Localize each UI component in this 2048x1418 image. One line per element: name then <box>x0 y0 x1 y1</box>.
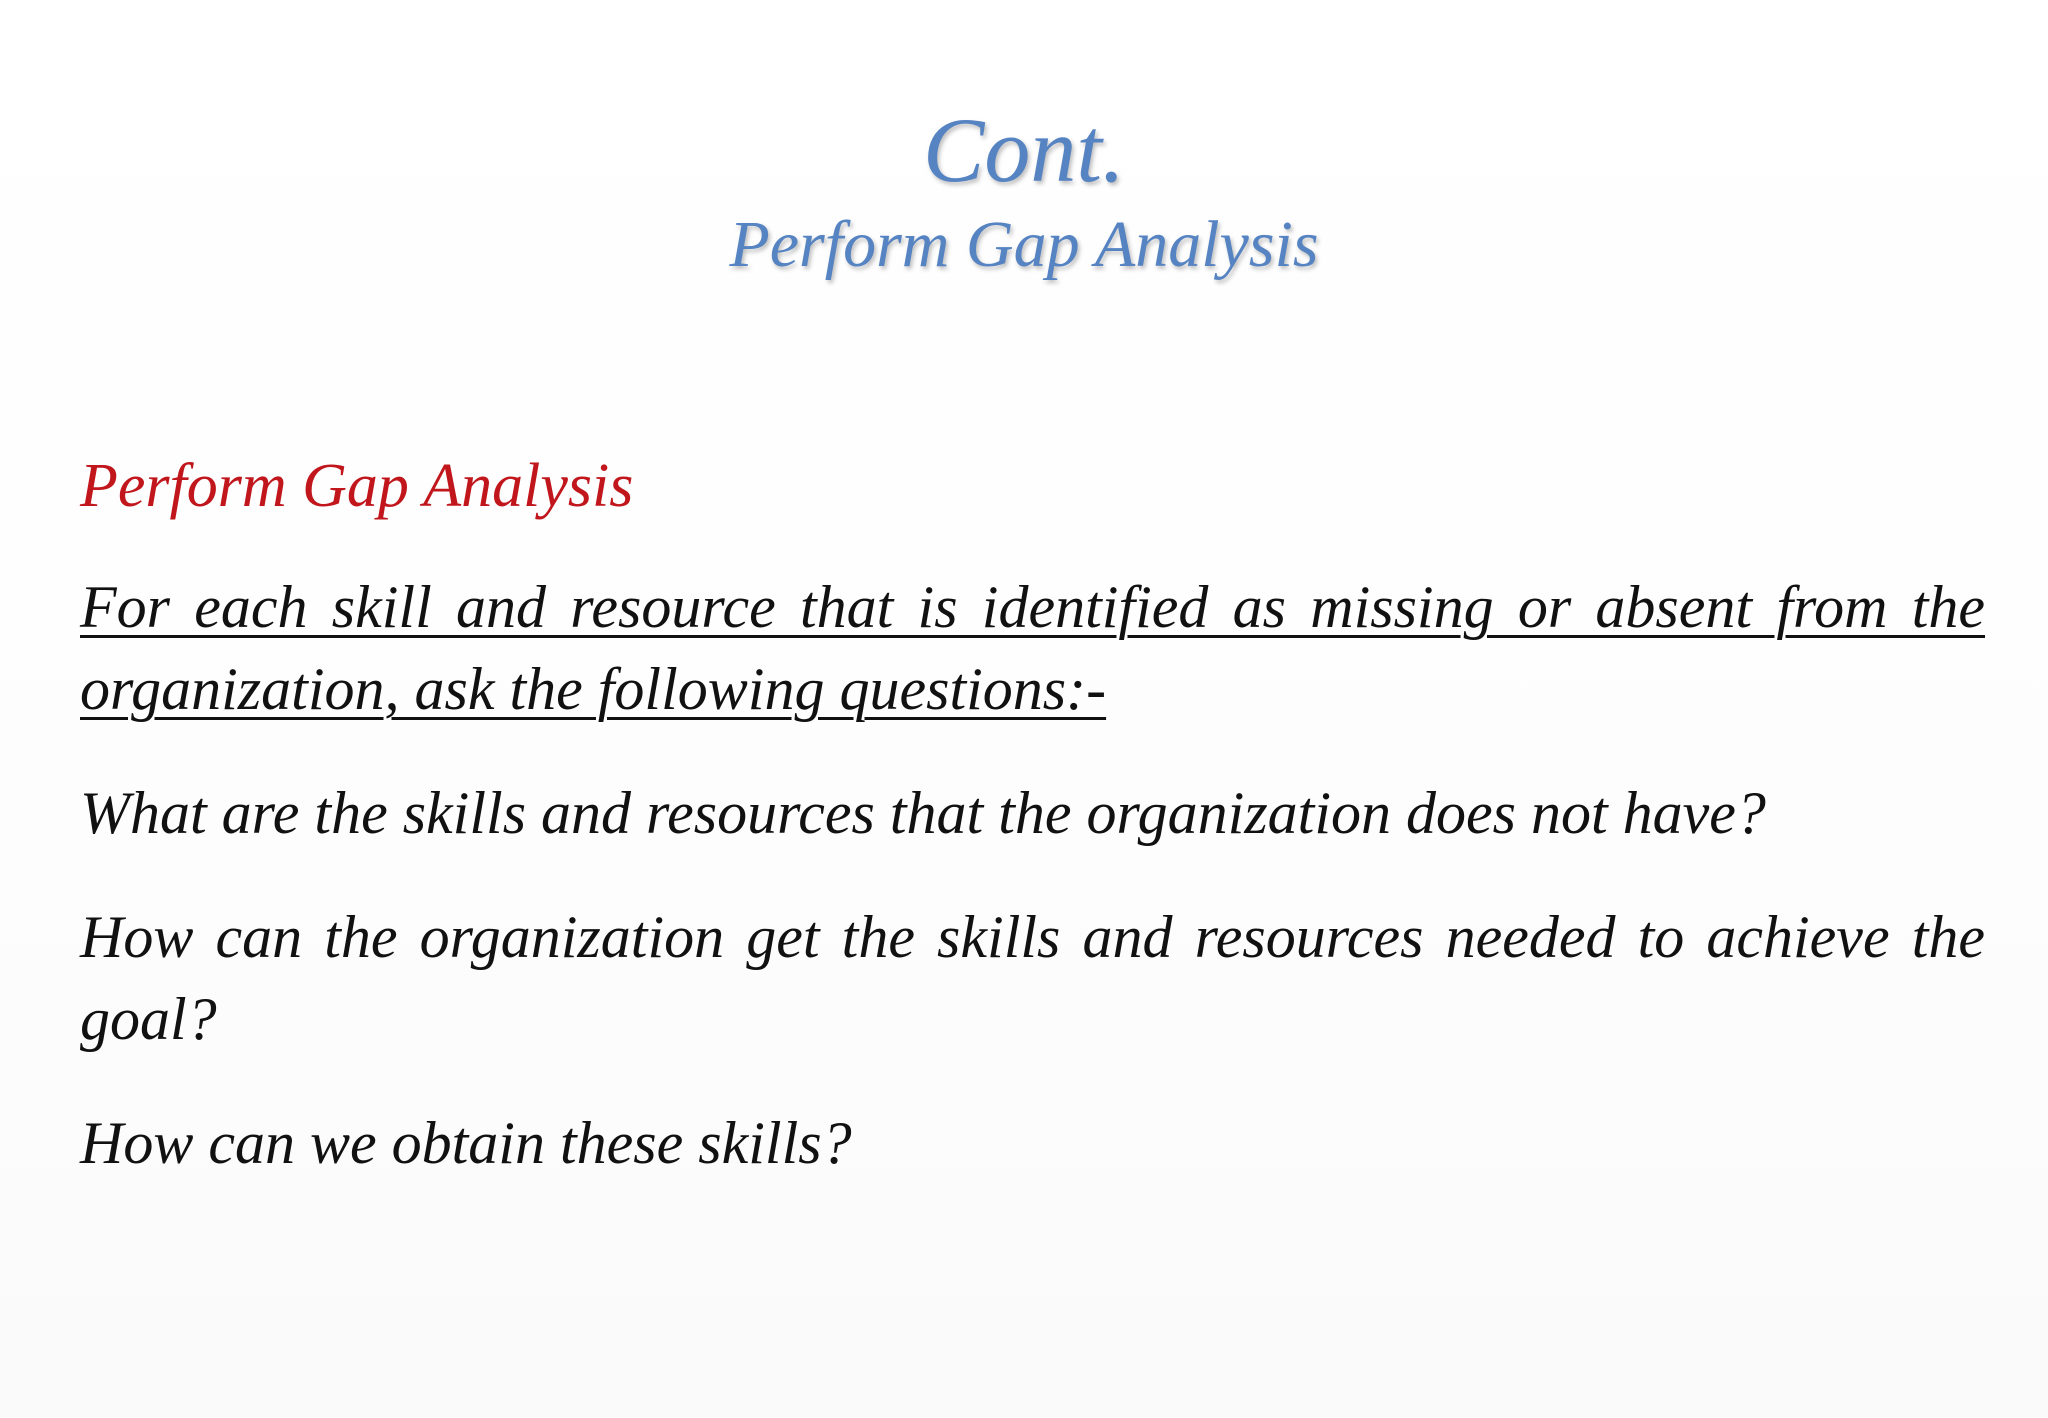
slide-subtitle: Perform Gap Analysis <box>729 208 1319 281</box>
question-2: How can the organization get the skills and resources needed to achieve the goal? <box>80 904 1985 1052</box>
slide-title: Cont. <box>923 99 1125 201</box>
slide-content <box>80 448 1985 1226</box>
title-block <box>0 95 2048 285</box>
intro-paragraph: For each skill and resource that is identified as missing or absent from the organization, ask the following questions:- <box>80 574 1985 722</box>
section-heading: Perform Gap Analysis <box>80 452 634 520</box>
question-3: How can we obtain these skills? <box>80 1110 852 1176</box>
question-1: What are the skills and resources that the organization does not have? <box>80 780 1766 846</box>
